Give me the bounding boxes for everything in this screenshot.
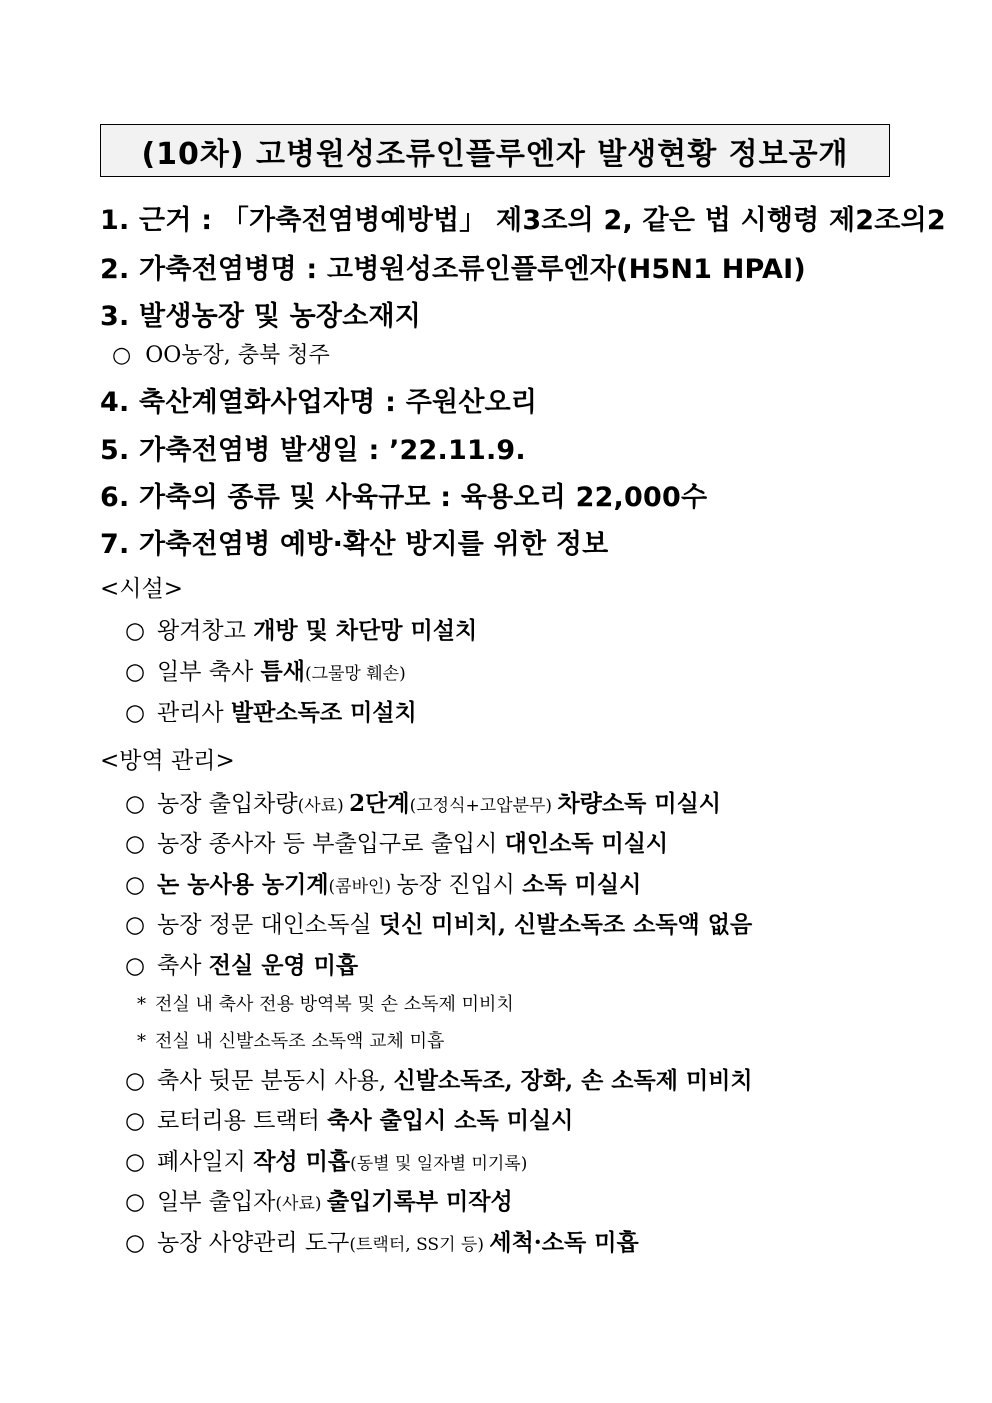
list-item: ○ 왕겨창고 개방 및 차단망 미설치 <box>125 617 478 644</box>
farm-location-text: OO농장, 충북 청주 <box>145 343 330 368</box>
note-item: * 전실 내 축사 전용 방역복 및 손 소독제 미비치 <box>137 994 514 1015</box>
bullet-circle: ○ <box>125 953 146 979</box>
list-item: ○ 관리사 발판소독조 미설치 <box>125 699 417 726</box>
asterisk-mark: * <box>137 1031 146 1052</box>
bullet-circle: ○ <box>125 791 146 817</box>
bullet-circle: ○ <box>125 1189 146 1215</box>
bullet-circle: ○ <box>125 1068 146 1094</box>
facilities-heading: <시설> <box>100 576 183 602</box>
bullet-circle: ○ <box>125 912 146 938</box>
bullet-circle: ○ <box>125 872 146 898</box>
section-outbreak-date: 5. 가축전염병 발생일 : ’22.11.9. <box>100 435 526 466</box>
list-item: ○ 농장 정문 대인소독실 덧신 미비치, 신발소독조 소독액 없음 <box>125 911 753 938</box>
bullet-circle: ○ <box>125 618 146 644</box>
list-item: ○ 일부 축사 틈새(그물망 훼손) <box>125 658 406 685</box>
page-title: (10차) 고병원성조류인플루엔자 발생현황 정보공개 <box>100 124 890 177</box>
section-integrator: 4. 축산계열화사업자명 : 주원산오리 <box>100 387 538 418</box>
farm-location <box>112 338 330 369</box>
list-item: ○ 농장 종사자 등 부출입구로 출입시 대인소독 미실시 <box>125 830 669 857</box>
bullet-circle: ○ <box>125 1108 146 1134</box>
bullet-circle: ○ <box>125 659 146 685</box>
list-item: ○ 논 농사용 농기계(콤바인) 농장 진입시 소독 미실시 <box>125 871 642 898</box>
section-basis: 1. 근거 : 「가축전염병예방법」 제3조의 2, 같은 법 시행령 제2조의2 <box>100 205 946 236</box>
section-disease-name: 2. 가축전염병명 : 고병원성조류인플루엔자(H5N1 HPAI) <box>100 254 806 285</box>
list-item: ○ 농장 사양관리 도구(트랙터, SS기 등) 세척·소독 미흡 <box>125 1229 639 1256</box>
section-prevention-info: 7. 가축전염병 예방·확산 방지를 위한 정보 <box>100 529 609 560</box>
bullet-circle: ○ <box>125 831 146 857</box>
bullet-circle: ○ <box>112 343 132 368</box>
list-item: ○ 일부 출입자(사료) 출입기록부 미작성 <box>125 1188 513 1215</box>
list-item: ○ 축사 뒷문 분동시 사용, 신발소독조, 장화, 손 소독제 미비치 <box>125 1067 753 1094</box>
section-farm-location-heading: 3. 발생농장 및 농장소재지 <box>100 301 422 332</box>
quarantine-heading: <방역 관리> <box>100 748 235 774</box>
list-item: ○ 농장 출입차량(사료) 2단계(고정식+고압분무) 차량소독 미실시 <box>125 790 722 817</box>
bullet-circle: ○ <box>125 1230 146 1256</box>
asterisk-mark: * <box>137 994 146 1015</box>
list-item: ○ 로터리용 트랙터 축사 출입시 소독 미실시 <box>125 1107 574 1134</box>
list-item: ○ 폐사일지 작성 미흡(동별 및 일자별 미기록) <box>125 1148 528 1175</box>
bullet-circle: ○ <box>125 700 146 726</box>
list-item: ○ 축사 전실 운영 미흡 <box>125 952 359 979</box>
bullet-circle: ○ <box>125 1149 146 1175</box>
note-item: * 전실 내 신발소독조 소독액 교체 미흡 <box>137 1031 445 1052</box>
section-livestock-scale: 6. 가축의 종류 및 사육규모 : 육용오리 22,000수 <box>100 482 708 513</box>
